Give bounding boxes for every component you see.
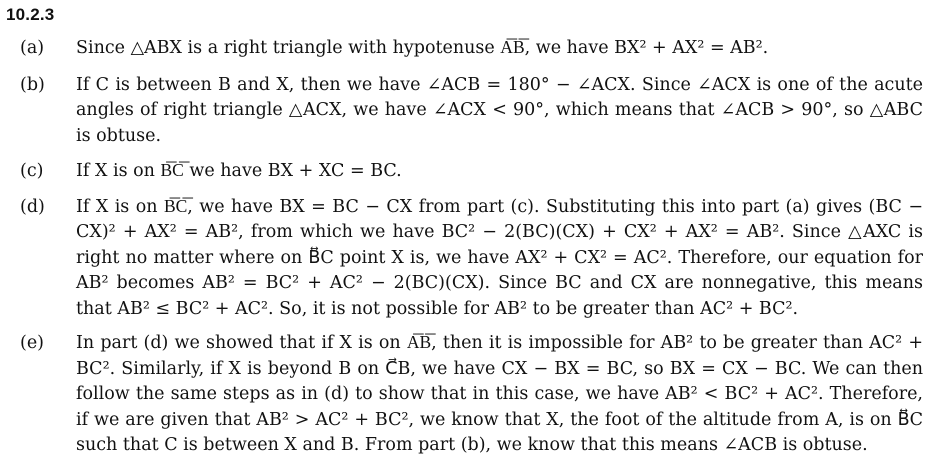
solution-part-a xyxy=(18,36,923,62)
solution-part-c xyxy=(18,159,923,185)
problem-number: 10.2.3 xyxy=(6,5,55,24)
part-text: In part (d) we showed that if X is on A͞B͞, then it is impossible for AB² to be greater than AC² + BC². Similarly, if X is beyond B on C⃗B, we have CX − BX = BC, so BX = CX − BC. We can then follow the same steps as in (d) to show that in this case, we have AB² < BC² + AC². Therefore, if we are given that AB² > AC² + BC², we know that X, the foot of the altitude from A, is on B⃡C such that C is between X and B. From part (b), we know that this means ∠ACB is obtuse. xyxy=(76,333,923,455)
part-label: (b) xyxy=(20,74,45,95)
solution-part-e xyxy=(18,331,923,459)
part-text: If X is on B͞C͞ we have BX + XC = BC. xyxy=(76,161,402,181)
part-label: (c) xyxy=(20,161,44,181)
part-label: (a) xyxy=(20,38,45,58)
solution-part-d xyxy=(18,195,923,323)
part-label: (e) xyxy=(20,333,45,353)
part-text: If C is between B and X, then we have ∠ACB = 180° − ∠ACX. Since ∠ACX is one of the acute angles of right triangle △ACX, we have ∠ACX < 90°, which means that ∠ACB > 90°, so △ABC is obtuse. xyxy=(76,74,923,146)
part-text: Since △ABX is a right triangle with hypotenuse A͞B͞, we have BX² + AX² = AB². xyxy=(76,38,769,58)
part-text: If X is on B͞C͞, we have BX = BC − CX from part (c). Substituting this into part (a) gives (BC − CX)² + AX² = AB², from which we have BC² − 2(BC)(CX) + CX² + AX² = AB². Since △AXC is right no matter where on B⃡C point X is, we have AX² + CX² = AC². Therefore, our equation for AB² becomes AB² = BC² + AC² − 2(BC)(CX). Since BC and CX are nonnegative, this means that AB² ≤ BC² + AC². So, it is not possible for AB² to be greater than AC² + BC². xyxy=(76,196,923,319)
solution-list xyxy=(18,36,923,466)
solution-part-b xyxy=(18,73,923,150)
part-label: (d) xyxy=(20,196,45,217)
